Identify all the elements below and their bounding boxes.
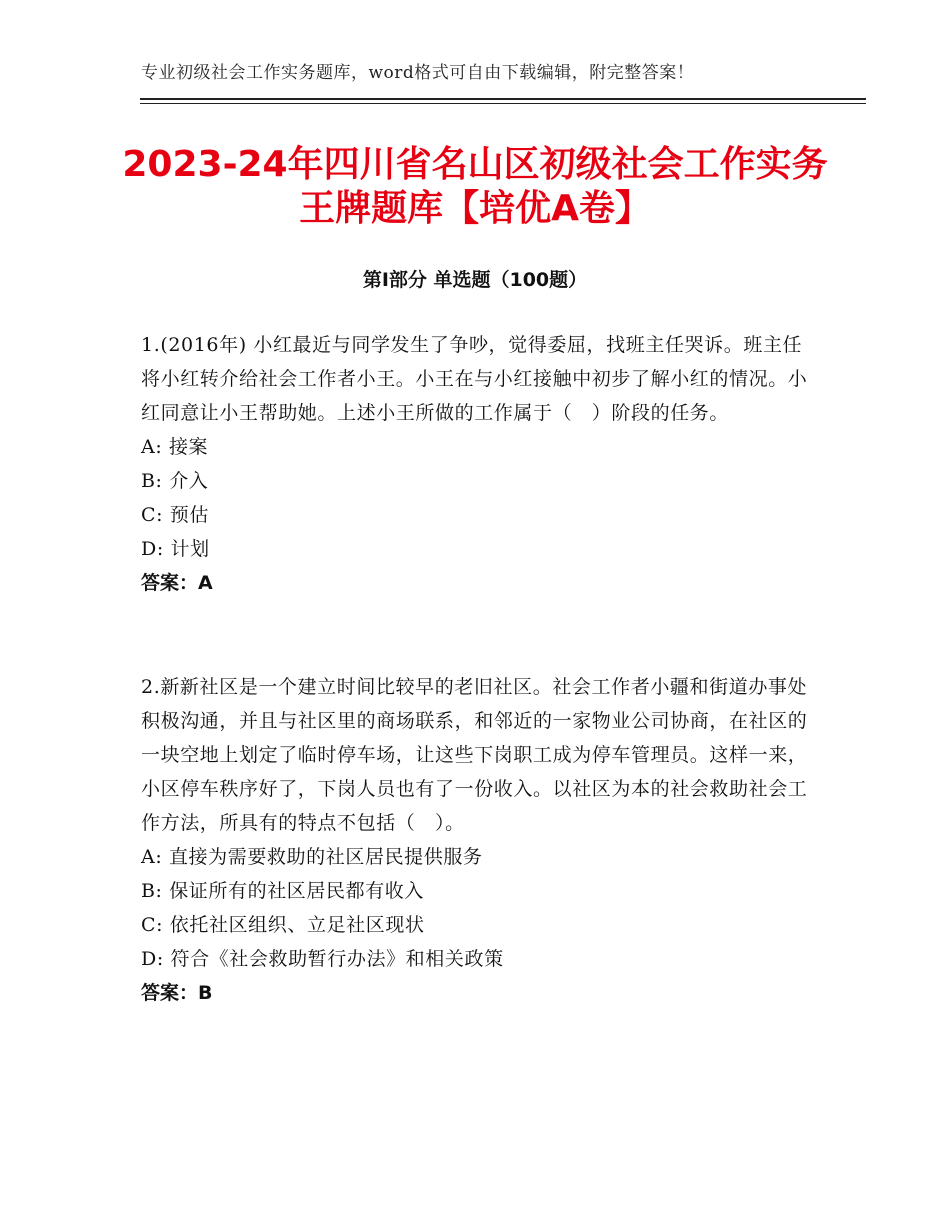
- page-header-text: 专业初级社会工作实务题库，word格式可自由下载编辑，附完整答案！: [141, 63, 695, 83]
- section-title: 第Ⅰ部分 单选题（100题）: [362, 269, 588, 291]
- document-title: [0, 143, 950, 231]
- option-d: D: 计划: [141, 538, 210, 560]
- question-1: [141, 328, 811, 600]
- option-d: D: 符合《社会救助暂行办法》和相关政策: [141, 948, 504, 970]
- option-b: B: 介入: [141, 470, 209, 492]
- option-a: A: 直接为需要救助的社区居民提供服务: [141, 846, 483, 868]
- question-2: [141, 670, 811, 1010]
- option-c: C: 预估: [141, 504, 209, 526]
- question-stem: 2.新新社区是一个建立时间比较早的老旧社区。社会工作者小疆和街道办事处积极沟通，并且与社区里的商场联系，和邻近的一家物业公司协商，在社区的一块空地上划定了临时停车场，让这些下岗职工成为停车管理员。这样一来，小区停车秩序好了，下岗人员也有了一份收入。以社区为本的社会救助社会工作方法，所具有的特点不包括（ ）。: [141, 676, 808, 834]
- header-divider-thin: [140, 103, 866, 104]
- question-stem: 1.(2016年) 小红最近与同学发生了争吵，觉得委屈，找班主任哭诉。班主任将小红转介给社会工作者小王。小王在与小红接触中初步了解小红的情况。小红同意让小王帮助她。上述小王所做的工作属于（ ）阶段的任务。: [141, 334, 808, 424]
- header-divider-thick: [140, 98, 866, 100]
- option-c: C: 依托社区组织、立足社区现状: [141, 914, 425, 936]
- option-a: A: 接案: [141, 436, 209, 458]
- option-b: B: 保证所有的社区居民都有收入: [141, 880, 425, 902]
- answer: 答案：B: [141, 982, 213, 1004]
- document-title-line-1: 2023-24年四川省名山区初级社会工作实务: [122, 144, 828, 185]
- answer: 答案：A: [141, 572, 213, 594]
- document-title-line-2: 王牌题库【培优A卷】: [299, 188, 651, 229]
